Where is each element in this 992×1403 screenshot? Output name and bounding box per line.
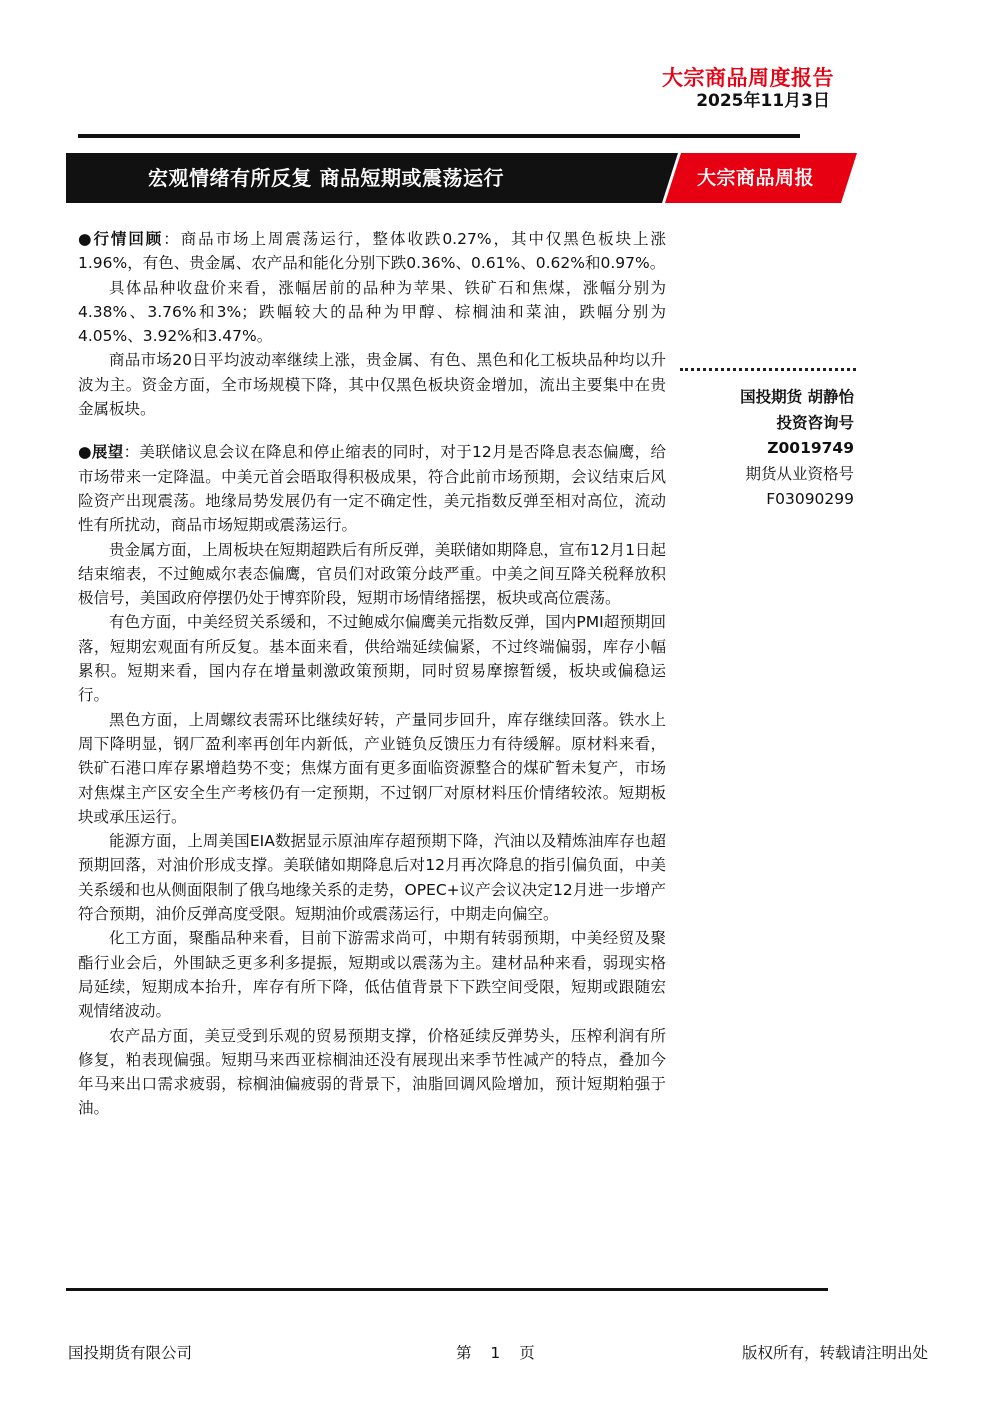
review-paragraph: 商品市场20日平均波动率继续上涨，贵金属、有色、黑色和化工板块品种均以升波为主。资金方面，全市场规模下降，其中仅黑色板块资金增加，流出主要集中在贵金属板块。 xyxy=(78,351,666,419)
outlook-lead xyxy=(78,440,666,537)
qualification-number: F03090299 xyxy=(766,490,854,508)
outlook-lead-text: ：美联储议息会议在降息和停止缩表的同时，对于12月是否降息表态偏鹰，给市场带来一定降温。中美元首会晤取得积极成果，符合此前市场预期，会议结束后风险资产出现震荡。地缘局势发展仍有一定不确定性，美元指数反弹至相对高位，流动性有所扰动，商品市场短期或震荡运行。 xyxy=(78,443,666,535)
report-title: 大宗商品周度报告 xyxy=(662,66,834,90)
outlook-paragraph-precious-metals: 贵金属方面，上周板块在短期超跌后有所反弹，美联储如期降息，宣布12月1日起结束缩表，不过鲍威尔表态偏鹰，官员们对政策分歧严重。中美之间互降关税释放积极信号，美国政府停摆仍处于博弈阶段，短期市场情绪摇摆，板块或高位震荡。 xyxy=(78,540,666,608)
footer-copyright: 版权所有，转载请注明出处 xyxy=(741,1344,928,1362)
bullet-icon: ● xyxy=(78,443,92,462)
consult-label: 投资咨询号 xyxy=(776,413,854,432)
bottom-divider xyxy=(66,1288,828,1291)
outlook-paragraph-chemicals: 化工方面，聚酯品种来看，目前下游需求尚可，中期有转弱预期，中美经贸及聚酯行业会后，外围缺乏更多利多提振，短期或以震荡为主。建材品种来看，弱现实格局延续，短期成本抬升，库存有所下降，低估值背景下下跌空间受限，短期或跟随宏观情绪波动。 xyxy=(78,929,666,1021)
footer-company: 国投期货有限公司 xyxy=(68,1344,193,1362)
outlook-paragraph-ferrous: 黑色方面，上周螺纹表需环比继续好转，产量同步回升，库存继续回落。铁水上周下降明显，钢厂盈利率再创年内新低，产业链负反馈压力有待缓解。原材料来看，铁矿石港口库存累增趋势不变；焦煤方面有更多面临资源整合的煤矿暂未复产，市场对焦煤主产区安全生产考核仍有一定预期，不过钢厂对原材料压价情绪较浓。短期板块或承压运行。 xyxy=(78,710,666,826)
consult-number: Z0019749 xyxy=(767,439,854,457)
outlook-paragraph-agriculture: 农产品方面，美豆受到乐观的贸易预期支撑，价格延续反弹势头，压榨利润有所修复，粕表现偏强。短期马来西亚棕榈油还没有展现出来季节性减产的特点，叠加今年马来出口需求疲弱，棕榈油偏疲弱的背景下，油脂回调风险增加，预计短期粕强于油。 xyxy=(78,1026,666,1118)
review-paragraph: 具体品种收盘价来看，涨幅居前的品种为苹果、铁矿石和焦煤，涨幅分别为4.38%、3.76%和3%；跌幅较大的品种为甲醇、棕榈油和菜油，跌幅分别为4.05%、3.92%和3.47%。 xyxy=(78,278,666,346)
report-body xyxy=(78,227,666,1121)
outlook-heading: 展望 xyxy=(91,443,124,462)
outlook-paragraph-nonferrous: 有色方面，中美经贸关系缓和，不过鲍威尔偏鹰美元指数反弹，国内PMI超预期回落，短期宏观面有所反复。基本面来看，供给端延续偏紧，不过终端偏弱，库存小幅累积。短期来看，国内存在增量刺激政策预期，同时贸易摩擦暂缓，板块或偏稳运行。 xyxy=(78,613,666,705)
bullet-icon: ● xyxy=(78,230,94,248)
outlook-paragraph-energy: 能源方面，上周美国EIA数据显示原油库存超预期下降，汽油以及精炼油库存也超预期回落，对油价形成支撑。美联储如期降息后对12月再次降息的指引偏负面，中美关系缓和也从侧面限制了俄乌地缘关系的走势，OPEC+议产会议决定12月进一步增产符合预期，油价反弹高度受限。短期油价或震荡运行，中期走向偏空。 xyxy=(78,832,666,924)
analyst-name: 国投期货 胡静怡 xyxy=(740,388,854,406)
sidebar-dotted-divider xyxy=(680,368,856,371)
report-date: 2025年11月3日 xyxy=(696,91,830,111)
top-divider xyxy=(78,134,800,138)
page-number: 第 1 页 xyxy=(456,1344,535,1362)
analyst-info xyxy=(740,385,854,513)
review-lead xyxy=(78,227,666,276)
review-lead-text: ：商品市场上周震荡运行，整体收跌0.27%，其中仅黑色板块上涨1.96%，有色、贵金属、农产品和能化分别下跌0.36%、0.61%、0.62%和0.97%。 xyxy=(78,230,666,273)
report-type-label: 大宗商品周报 xyxy=(697,167,815,189)
review-heading: 行情回顾 xyxy=(93,230,164,248)
qualification-label: 期货从业资格号 xyxy=(745,464,854,483)
banner-title: 宏观情绪有所反复 商品短期或震荡运行 xyxy=(148,166,504,190)
